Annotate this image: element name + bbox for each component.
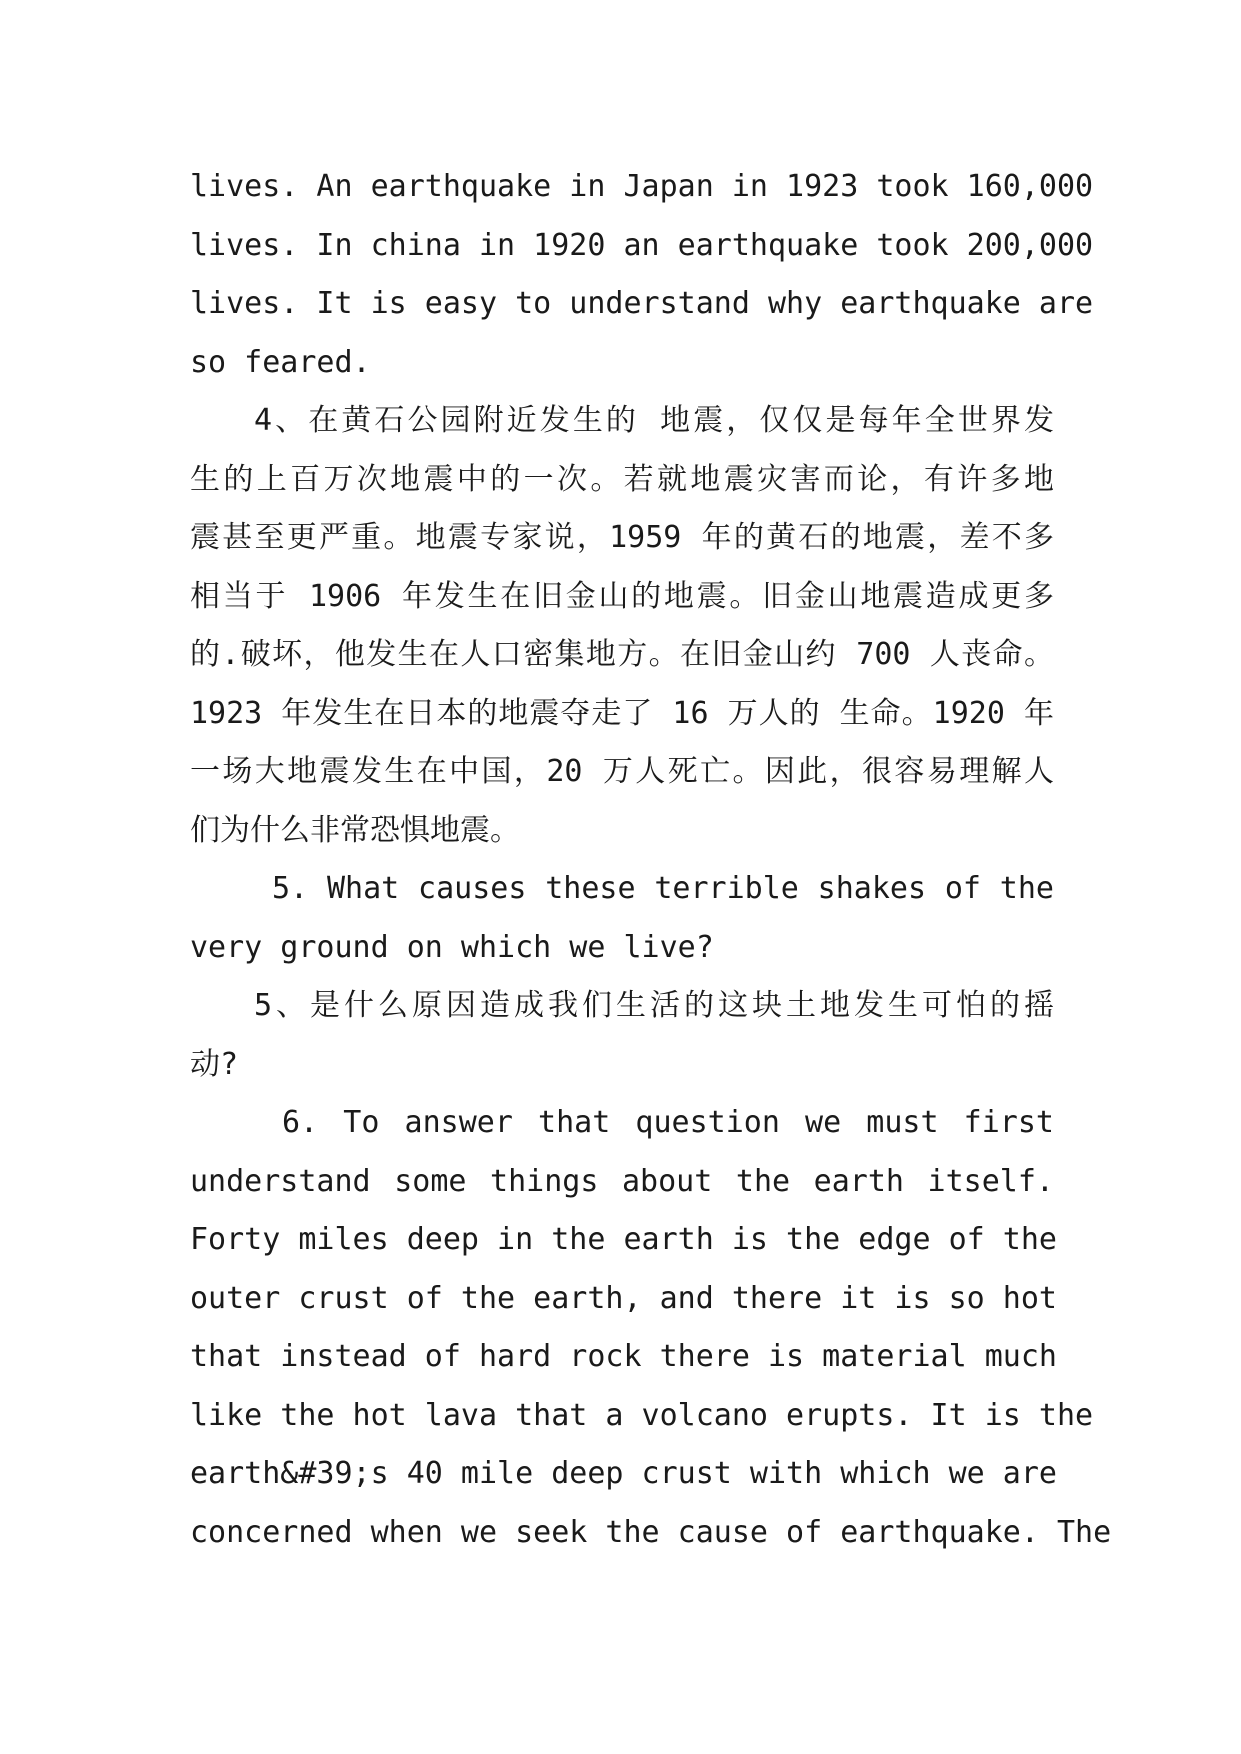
- text-line: very ground on which we live?: [190, 929, 714, 965]
- text-line: like the hot lava that a volcano erupts. It is the: [190, 1397, 1094, 1433]
- text-line: 4、在黄石公园附近发生的 地震，仅仅是每年全世界发: [254, 403, 1054, 438]
- text-line: that instead of hard rock there is material much: [190, 1339, 1057, 1374]
- text-line: lives. In china in 1920 an earthquake took 200,000: [190, 227, 1094, 263]
- text-line: 6. To answer that question we must first: [282, 1105, 1054, 1140]
- text-line: 震甚至更严重。地震专家说，1959 年的黄石的地震，差不多: [190, 520, 1054, 555]
- text-line: 一场大地震发生在中国，20 万人死亡。因此，很容易理解人: [190, 754, 1054, 789]
- text-line: lives. It is easy to understand why earthquake are: [190, 286, 1094, 321]
- text-line: understand some things about the earth itself.: [190, 1163, 1054, 1199]
- text-line: 的.破坏，他发生在人口密集地方。在旧金山约 700 人丧命。: [190, 637, 1054, 672]
- text-line: 5. What causes these terrible shakes of the: [272, 871, 1054, 906]
- text-line: so feared.: [190, 344, 371, 380]
- text-line: concerned when we seek the cause of earthquake. The: [190, 1514, 1112, 1550]
- text-line: 动?: [190, 1046, 239, 1082]
- text-line: outer crust of the earth, and there it is so hot: [190, 1280, 1057, 1316]
- text-line: lives. An earthquake in Japan in 1923 took 160,000: [190, 169, 1094, 204]
- text-line: Forty miles deep in the earth is the edge of the: [190, 1222, 1057, 1257]
- text-line: 生的上百万次地震中的一次。若就地震灾害而论，有许多地: [190, 461, 1054, 497]
- text-line: 1923 年发生在日本的地震夺走了 16 万人的 生命。1920 年: [190, 695, 1054, 731]
- text-line: 相当于 1906 年发生在旧金山的地震。旧金山地震造成更多: [190, 578, 1054, 614]
- text-line: earth&#39;s 40 mile deep crust with which we are: [190, 1456, 1057, 1491]
- text-line: 5、是什么原因造成我们生活的这块土地发生可怕的摇: [254, 988, 1054, 1023]
- text-line: 们为什么非常恐惧地震。: [190, 812, 520, 848]
- document-page: [190, 158, 1112, 1562]
